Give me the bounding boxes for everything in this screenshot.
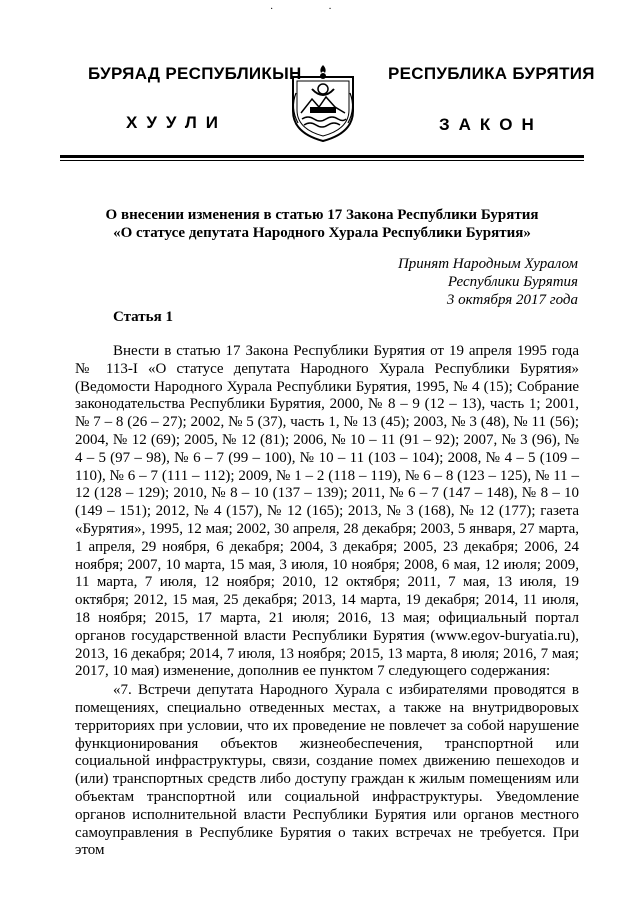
header-rule-thick: [60, 155, 584, 158]
article-body: [75, 343, 579, 860]
adoption-note: [398, 255, 578, 309]
header-rule-thin: [60, 160, 584, 161]
document-title: [60, 206, 584, 242]
adoption-note-line2: Республики Бурятия: [447, 274, 578, 290]
article-paragraph-1: Внести в статью 17 Закона Республики Бурятия от 19 апреля 1995 года № 113-I «О статусе депутата Народного Хурала Республики Бурятия» (Ведомости Народного Хурала Республики Бурятия, 1995, № 4 (15); Собрание законодательства Республики Бурятия, 2000, № 8 – 9 (12 – 13), часть 1; 2001, № 7 – 8 (26 – 27); 2002, № 5 (37), часть 1, № 13 (45); 2003, № 3 (48), № 11 (56); 2004, № 12 (69); 2005, № 12 (81); 2006, № 10 – 11 (91 – 92); 2007, № 3 (96), № 4 – 5 (97 – 98), № 6 – 7 (99 – 100), № 10 – 11 (103 – 104); 2008, № 4 – 5 (109 – 110), № 6 – 7 (111 – 112); 2009, № 1 – 2 (118 – 119), № 6 – 8 (123 – 125), № 11 – 12 (128 – 129); 2010, № 8 – 10 (137 – 139); 2011, № 6 – 7 (147 – 148), № 8 – 10 (149 – 151); 2012, № 4 (157), № 12 (165); 2013, № 3 (168), № 12 (177); газета «Бурятия», 1995, 12 мая; 2002, 30 апреля, 28 декабря; 2003, 5 января, 27 марта, 1 апреля, 29 ноября, 6 декабря; 2004, 3 декабря; 2005, 23 декабря; 2006, 24 ноября; 2007, 10 марта, 15 мая, 3 июля, 10 ноября; 2008, 6 мая, 12 июля; 2009, 11 марта, 7 июля, 12 ноября; 2010, 12 октября; 2011, 7 мая, 13 июля, 19 октября; 2012, 15 мая, 25 декабря; 2013, 14 марта, 19 декабря; 2014, 11 июля, 18 ноября; 2015, 17 марта, 21 июля; 2016, 13 мая; официальный портал органов государственной власти Республики Бурятия (www.egov-buryatia.ru), 2013, 16 декабря; 2014, 7 июля, 13 ноября; 2015, 13 марта, 8 июля; 2016, 7 мая; 2017, 10 мая) изменение, дополнив ее пунктом 7 следующего содержания:: [75, 343, 579, 680]
article-paragraph-2: «7. Встречи депутата Народного Хурала с избирателями проводятся в помещениях, специально отведенных местах, а также на внутридворовых территориях при условии, что их проведение не повлечет за собой нарушение функционирования объектов жизнеобеспечения, транспортной или социальной инфраструктуры, связи, создание помех движению пешеходов и (или) транспортных средств либо доступу граждан к жилым помещениям или объектам транспортной или социальной инфраструктуры. Уведомление органов исполнительной власти Республики Бурятия или органов местного самоуправления в Республике Бурятия о таких встречах не требуется. При этом: [75, 682, 579, 859]
coat-of-arms-icon: [288, 63, 358, 143]
adoption-note-date: 3 октября 2017 года: [446, 292, 578, 308]
article-heading: Статья 1: [113, 309, 173, 325]
adoption-note-line1: Принят Народным Хуралом: [397, 256, 578, 272]
header-left-subtitle: ХУУЛИ: [126, 113, 227, 132]
header-right-subtitle: ЗАКОН: [439, 115, 543, 134]
document-title-line1: О внесении изменения в статью 17 Закона Республики Бурятия: [105, 207, 539, 223]
header-right-title: РЕСПУБЛИКА БУРЯТИЯ: [388, 64, 595, 83]
document-title-line2: «О статусе депутата Народного Хурала Республики Бурятия»: [113, 225, 531, 241]
scan-marks: · ·: [270, 4, 332, 15]
header-left-title: БУРЯАД РЕСПУБЛИКЫН: [88, 64, 302, 83]
